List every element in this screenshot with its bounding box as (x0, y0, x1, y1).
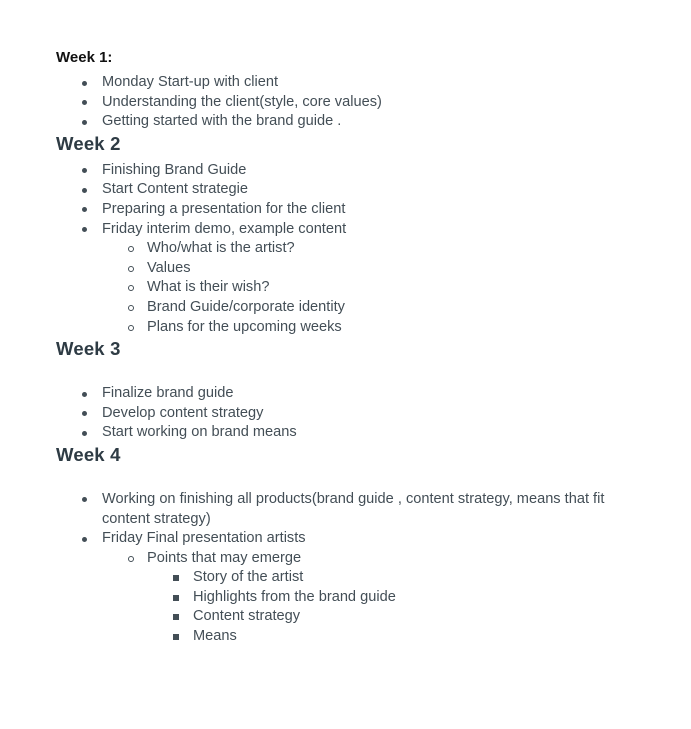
week-2-heading: Week 2 (56, 132, 121, 154)
list-item-text: Monday Start-up with client (102, 74, 279, 90)
bullet-square-icon (173, 614, 179, 620)
list-item-text: Finishing Brand Guide (102, 161, 247, 178)
list-item (193, 568, 651, 588)
week-3-heading: Week 3 (56, 338, 121, 360)
bullet-circle-icon (128, 305, 134, 311)
bullet-disc-icon (82, 120, 87, 125)
list-item-text: Friday interim demo, example content (102, 220, 347, 237)
week-4-heading: Week 4 (56, 443, 121, 465)
list-item-text: Develop content strategy (102, 404, 264, 421)
list-item (193, 627, 651, 647)
bullet-circle-icon (128, 556, 134, 562)
section-week-2 (56, 132, 651, 337)
bullet-disc-icon (82, 81, 87, 86)
week-2-list (56, 161, 651, 239)
bullet-disc-icon (82, 411, 87, 416)
week-4-list (56, 490, 651, 549)
week-1-list (56, 73, 651, 132)
list-item (147, 318, 651, 338)
list-item-text: Preparing a presentation for the client (102, 200, 346, 217)
bullet-circle-icon (128, 266, 134, 272)
list-item-text: Start working on brand means (102, 424, 297, 441)
list-item (102, 73, 651, 93)
list-item-text: Who/what is the artist? (147, 240, 295, 257)
list-item-text: Story of the artist (193, 569, 304, 586)
bullet-disc-icon (82, 431, 87, 436)
bullet-circle-icon (128, 285, 134, 291)
bullet-circle-icon (128, 325, 134, 331)
list-item-text: Plans for the upcoming weeks (147, 318, 342, 335)
list-item-text: Values (147, 259, 191, 276)
list-item-text: Getting started with the brand guide . (102, 113, 342, 130)
section-week-1 (56, 49, 651, 132)
list-item-text: Finalize brand guide (102, 385, 234, 402)
list-item (102, 220, 651, 240)
list-item (102, 93, 651, 113)
list-item (102, 384, 651, 404)
section-week-4 (56, 443, 651, 647)
list-item-text: Friday Final presentation artists (102, 530, 306, 547)
list-item-text: Highlights from the brand guide (193, 588, 396, 605)
list-item-text: Content strategy (193, 608, 301, 625)
bullet-disc-icon (82, 100, 87, 105)
bullet-circle-icon (128, 246, 134, 252)
list-item (102, 529, 651, 549)
list-item (147, 239, 651, 259)
week-2-sublist (56, 239, 651, 337)
list-item (147, 259, 651, 279)
bullet-disc-icon (82, 207, 87, 212)
list-item (102, 490, 617, 529)
list-item (102, 112, 651, 132)
list-item (102, 161, 651, 181)
list-item-text: Start Content strategie (102, 181, 249, 198)
list-item (147, 278, 651, 298)
list-item-text: Brand Guide/corporate identity (147, 298, 345, 315)
list-item (147, 549, 651, 569)
list-item-text: Working on finishing all products(brand guide , content strategy, means that fit content strategy) (102, 490, 605, 527)
bullet-square-icon (173, 595, 179, 601)
week-3-list (56, 384, 651, 443)
section-week-3 (56, 337, 651, 443)
list-item (102, 423, 651, 443)
list-item-text: Understanding the client(style, core values) (102, 93, 382, 110)
week-4-sublist (56, 549, 651, 569)
list-item-text: Points that may emerge (147, 549, 302, 566)
list-item (102, 180, 651, 200)
list-item-text: Means (193, 628, 237, 645)
bullet-disc-icon (82, 168, 87, 173)
list-item (193, 588, 651, 608)
week-1-heading: Week 1: (56, 49, 113, 66)
bullet-square-icon (173, 575, 179, 581)
bullet-disc-icon (82, 227, 87, 232)
list-item (102, 404, 651, 424)
bullet-disc-icon (82, 188, 87, 193)
bullet-disc-icon (82, 497, 87, 502)
week-4-subsublist (56, 568, 651, 646)
bullet-square-icon (173, 634, 179, 640)
list-item (193, 607, 651, 627)
list-item-text: What is their wish? (147, 279, 270, 296)
list-item (102, 200, 651, 220)
bullet-disc-icon (82, 537, 87, 542)
list-item (147, 298, 651, 318)
bullet-disc-icon (82, 392, 87, 397)
